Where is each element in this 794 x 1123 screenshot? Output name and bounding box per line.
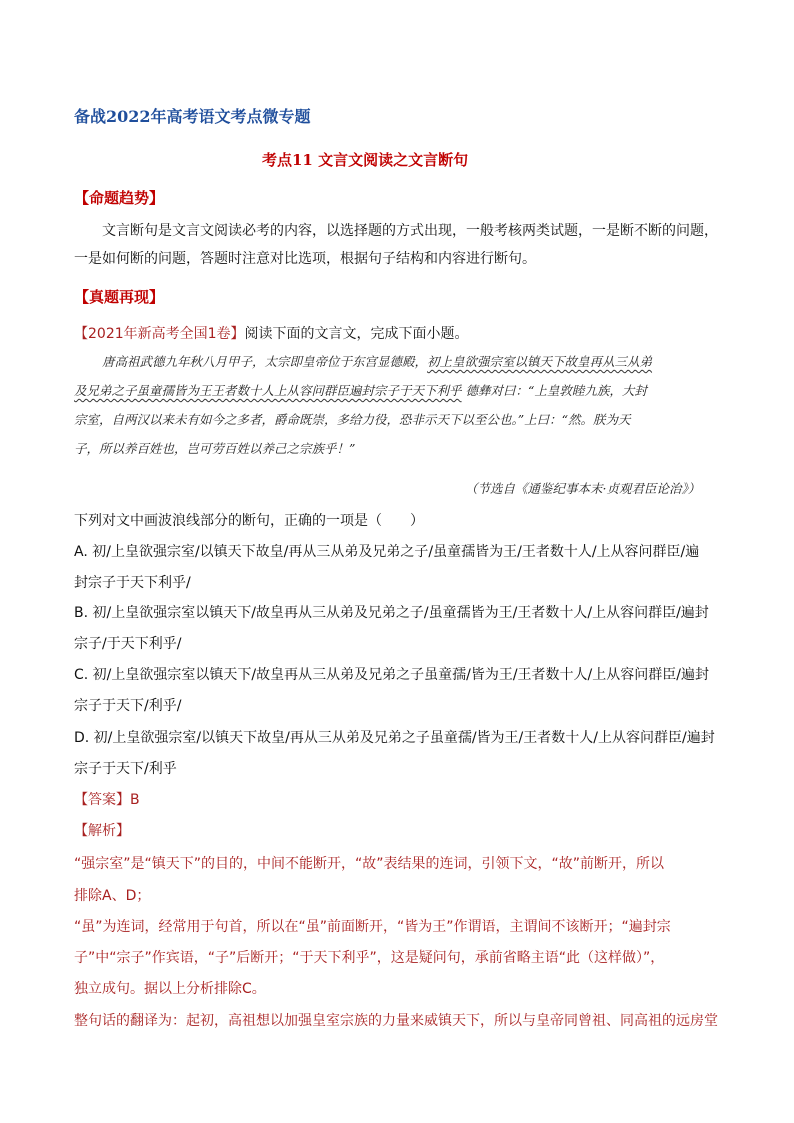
option-b-line-1: B. 初/上皇欲强宗室以镇天下/故皇再从三从弟及兄弟之子/虽童孺皆为王/王者数十人/上从容问群臣/遍封 bbox=[74, 605, 709, 621]
option-a-line-1: A. 初/上皇欲强宗室/以镇天下故皇/再从三从弟及兄弟之子/虽童孺皆为王/王者数十人/上从容问群臣/遍 bbox=[74, 544, 700, 560]
question-stem: 下列对文中画波浪线部分的断句，正确的一项是（ ） bbox=[74, 513, 424, 529]
exam-source-line bbox=[74, 323, 469, 343]
passage-line-4: 子，所以养百姓也，岂可劳百姓以养己之宗族乎！” bbox=[74, 441, 356, 456]
analysis-line-2: 排除A、D； bbox=[74, 888, 151, 904]
answer-line bbox=[74, 789, 140, 809]
option-d-line-1: D. 初/上皇欲强宗室/以镇天下故皇/再从三从弟及兄弟之子虽童孺/皆为王/王者数十人/上从容问群臣/遍封 bbox=[74, 730, 715, 746]
analysis-line-3: “虽”为连词，经常用于句首，所以在“虽”前面断开，“皆为王”作谓语，主谓间不该断开；“遍封宗 bbox=[74, 919, 671, 935]
analysis-line-6: 整句话的翻译为：起初，高祖想以加强皇室宗族的力量来威镇天下，所以与皇帝同曾祖、同高祖的远房堂 bbox=[74, 1013, 718, 1029]
real-heading: 【真题再现】 bbox=[74, 288, 165, 306]
series-title: 备战2022年高考语文考点微专题 bbox=[74, 107, 311, 126]
trend-heading: 【命题趋势】 bbox=[74, 189, 165, 207]
exam-intro: 阅读下面的文言文，完成下面小题。 bbox=[244, 326, 469, 342]
analysis-label: 【解析】 bbox=[74, 823, 130, 839]
analysis-line-4: 子”中“宗子”作宾语，“子”后断开；“于天下利乎”，这是疑问句，承前省略主语“此（这样做）”， bbox=[74, 950, 665, 966]
trend-line-1: 文言断句是文言文阅读必考的内容，以选择题的方式出现，一般考核两类试题，一是断不断的问题， bbox=[102, 223, 718, 239]
wavy-underlined-text: 及兄弟之子虽童孺皆为王王者数十人上从容问群臣遍封宗子于天下利乎 bbox=[74, 383, 462, 398]
option-d-line-2: 宗子于天下/利乎 bbox=[74, 761, 177, 777]
answer-label: 【答案】 bbox=[74, 792, 130, 808]
topic-title: 考点11 文言文阅读之文言断句 bbox=[262, 151, 469, 169]
option-b-line-2: 宗子/于天下利乎/ bbox=[74, 636, 182, 652]
wavy-underlined-text: 初上皇欲强宗室以镇天下故皇再从三从弟 bbox=[427, 354, 653, 369]
passage-text: 唐高祖武德九年秋八月甲子，太宗即皇帝位于东宫显德殿， bbox=[102, 354, 428, 369]
passage-citation: （节选自《通鉴纪事本末·贞观君臣论治》） bbox=[465, 481, 701, 496]
analysis-line-5: 独立成句。据以上分析排除C。 bbox=[74, 981, 266, 997]
option-c-line-1: C. 初/上皇欲强宗室以镇天下/故皇再从三从弟及兄弟之子虽童孺/皆为王/王者数十人/上从容问群臣/遍封 bbox=[74, 667, 709, 683]
passage-line-2 bbox=[74, 381, 647, 399]
passage-line-3: 宗室，自两汉以来未有如今之多者，爵命既崇，多给力役，恐非示天下以至公也。”上曰：“然。朕为天 bbox=[74, 412, 631, 427]
trend-line-2: 一是如何断的问题，答题时注意对比选项，根据句子结构和内容进行断句。 bbox=[74, 251, 536, 267]
answer-value: B bbox=[130, 792, 140, 808]
option-a-line-2: 封宗子于天下利乎/ bbox=[74, 575, 191, 591]
passage-text: 德彝对曰：“上皇敦睦九族，大封 bbox=[461, 383, 647, 398]
option-c-line-2: 宗子于天下/利乎/ bbox=[74, 698, 182, 714]
passage-line-1 bbox=[102, 352, 652, 370]
exam-source-tag: 【2021年新高考全国1卷】 bbox=[74, 326, 245, 342]
analysis-line-1: “强宗室”是“镇天下”的目的，中间不能断开，“故”表结果的连词，引领下文，“故”前断开，所以 bbox=[74, 856, 665, 872]
